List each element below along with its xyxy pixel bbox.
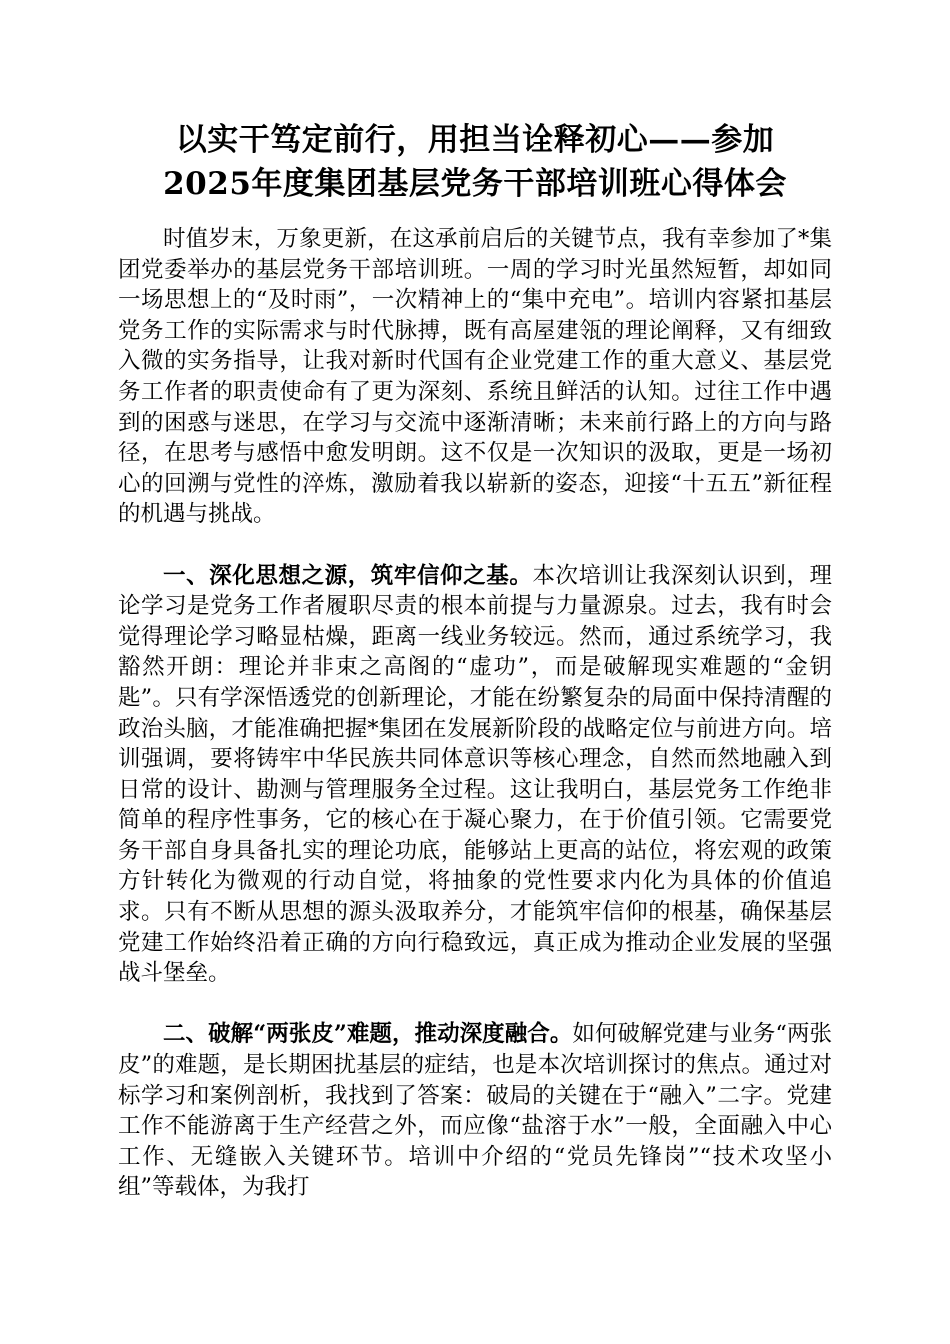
document-body — [118, 224, 832, 1203]
paragraph-intro — [118, 224, 832, 530]
document-title — [110, 118, 840, 206]
section-heading-2: 二、破解“两张皮”难题，推动深度融合。 — [163, 1021, 573, 1048]
paragraph-text: 时值岁末，万象更新，在这承前启后的关键节点，我有幸参加了*集团党委举办的基层党务干部培训班。一周的学习时光虽然短暂，却如同一场思想上的“及时雨”，一次精神上的“集中充电”。培训内容紧扣基层党务工作的实际需求与时代脉搏，既有高屋建瓴的理论阐释，又有细致入微的实务指导，让我对新时代国有企业党建工作的重大意义、基层党务工作者的职责使命有了更为深刻、系统且鲜活的认知。过往工作中遇到的困惑与迷思，在学习与交流中逐渐清晰；未来前行路上的方向与路径，在思考与感悟中愈发明朗。这不仅是一次知识的汲取，更是一场初心的回溯与党性的淬炼，激励着我以崭新的姿态，迎接“十五五”新征程的机遇与挑战。 — [118, 226, 832, 528]
title-line-1: 以实干笃定前行，用担当诠释初心——参加 — [175, 122, 775, 158]
paragraph-text: 如何破解党建与业务“两张皮”的难题，是长期困扰基层的症结，也是本次培训探讨的焦点。通过对标学习和案例剖析，我找到了答案：破局的关键在于“融入”二字。党建工作不能游离于生产经营之外，而应像“盐溶于水”一般，全面融入中心工作、无缝嵌入关键环节。培训中介绍的“党员先锋岗”“技术攻坚小组”等载体，为我打 — [118, 1021, 832, 1201]
paragraph-section-1 — [118, 561, 832, 989]
paragraph-section-2 — [118, 1019, 832, 1203]
title-line-2: 2025年度集团基层党务干部培训班心得体会 — [163, 166, 787, 202]
paragraph-text: 本次培训让我深刻认识到，理论学习是党务工作者履职尽责的根本前提与力量源泉。过去，我有时会觉得理论学习略显枯燥，距离一线业务较远。然而，通过系统学习，我豁然开朗：理论并非束之高阁的“虚功”，而是破解现实难题的“金钥匙”。只有学深悟透党的创新理论，才能在纷繁复杂的局面中保持清醒的政治头脑，才能准确把握*集团在发展新阶段的战略定位与前进方向。培训强调，要将铸牢中华民族共同体意识等核心理念，自然而然地融入到日常的设计、勘测与管理服务全过程。这让我明白，基层党务工作绝非简单的程序性事务，它的核心在于凝心聚力，在于价值引领。它需要党务干部自身具备扎实的理论功底，能够站上更高的站位，将宏观的政策方针转化为微观的行动自觉，将抽象的党性要求内化为具体的价值追求。只有不断从思想的源头汲取养分，才能筑牢信仰的根基，确保基层党建工作始终沿着正确的方向行稳致远，真正成为推动企业发展的坚强战斗堡垒。 — [118, 562, 832, 987]
section-heading-1: 一、深化思想之源，筑牢信仰之基。 — [163, 562, 533, 589]
